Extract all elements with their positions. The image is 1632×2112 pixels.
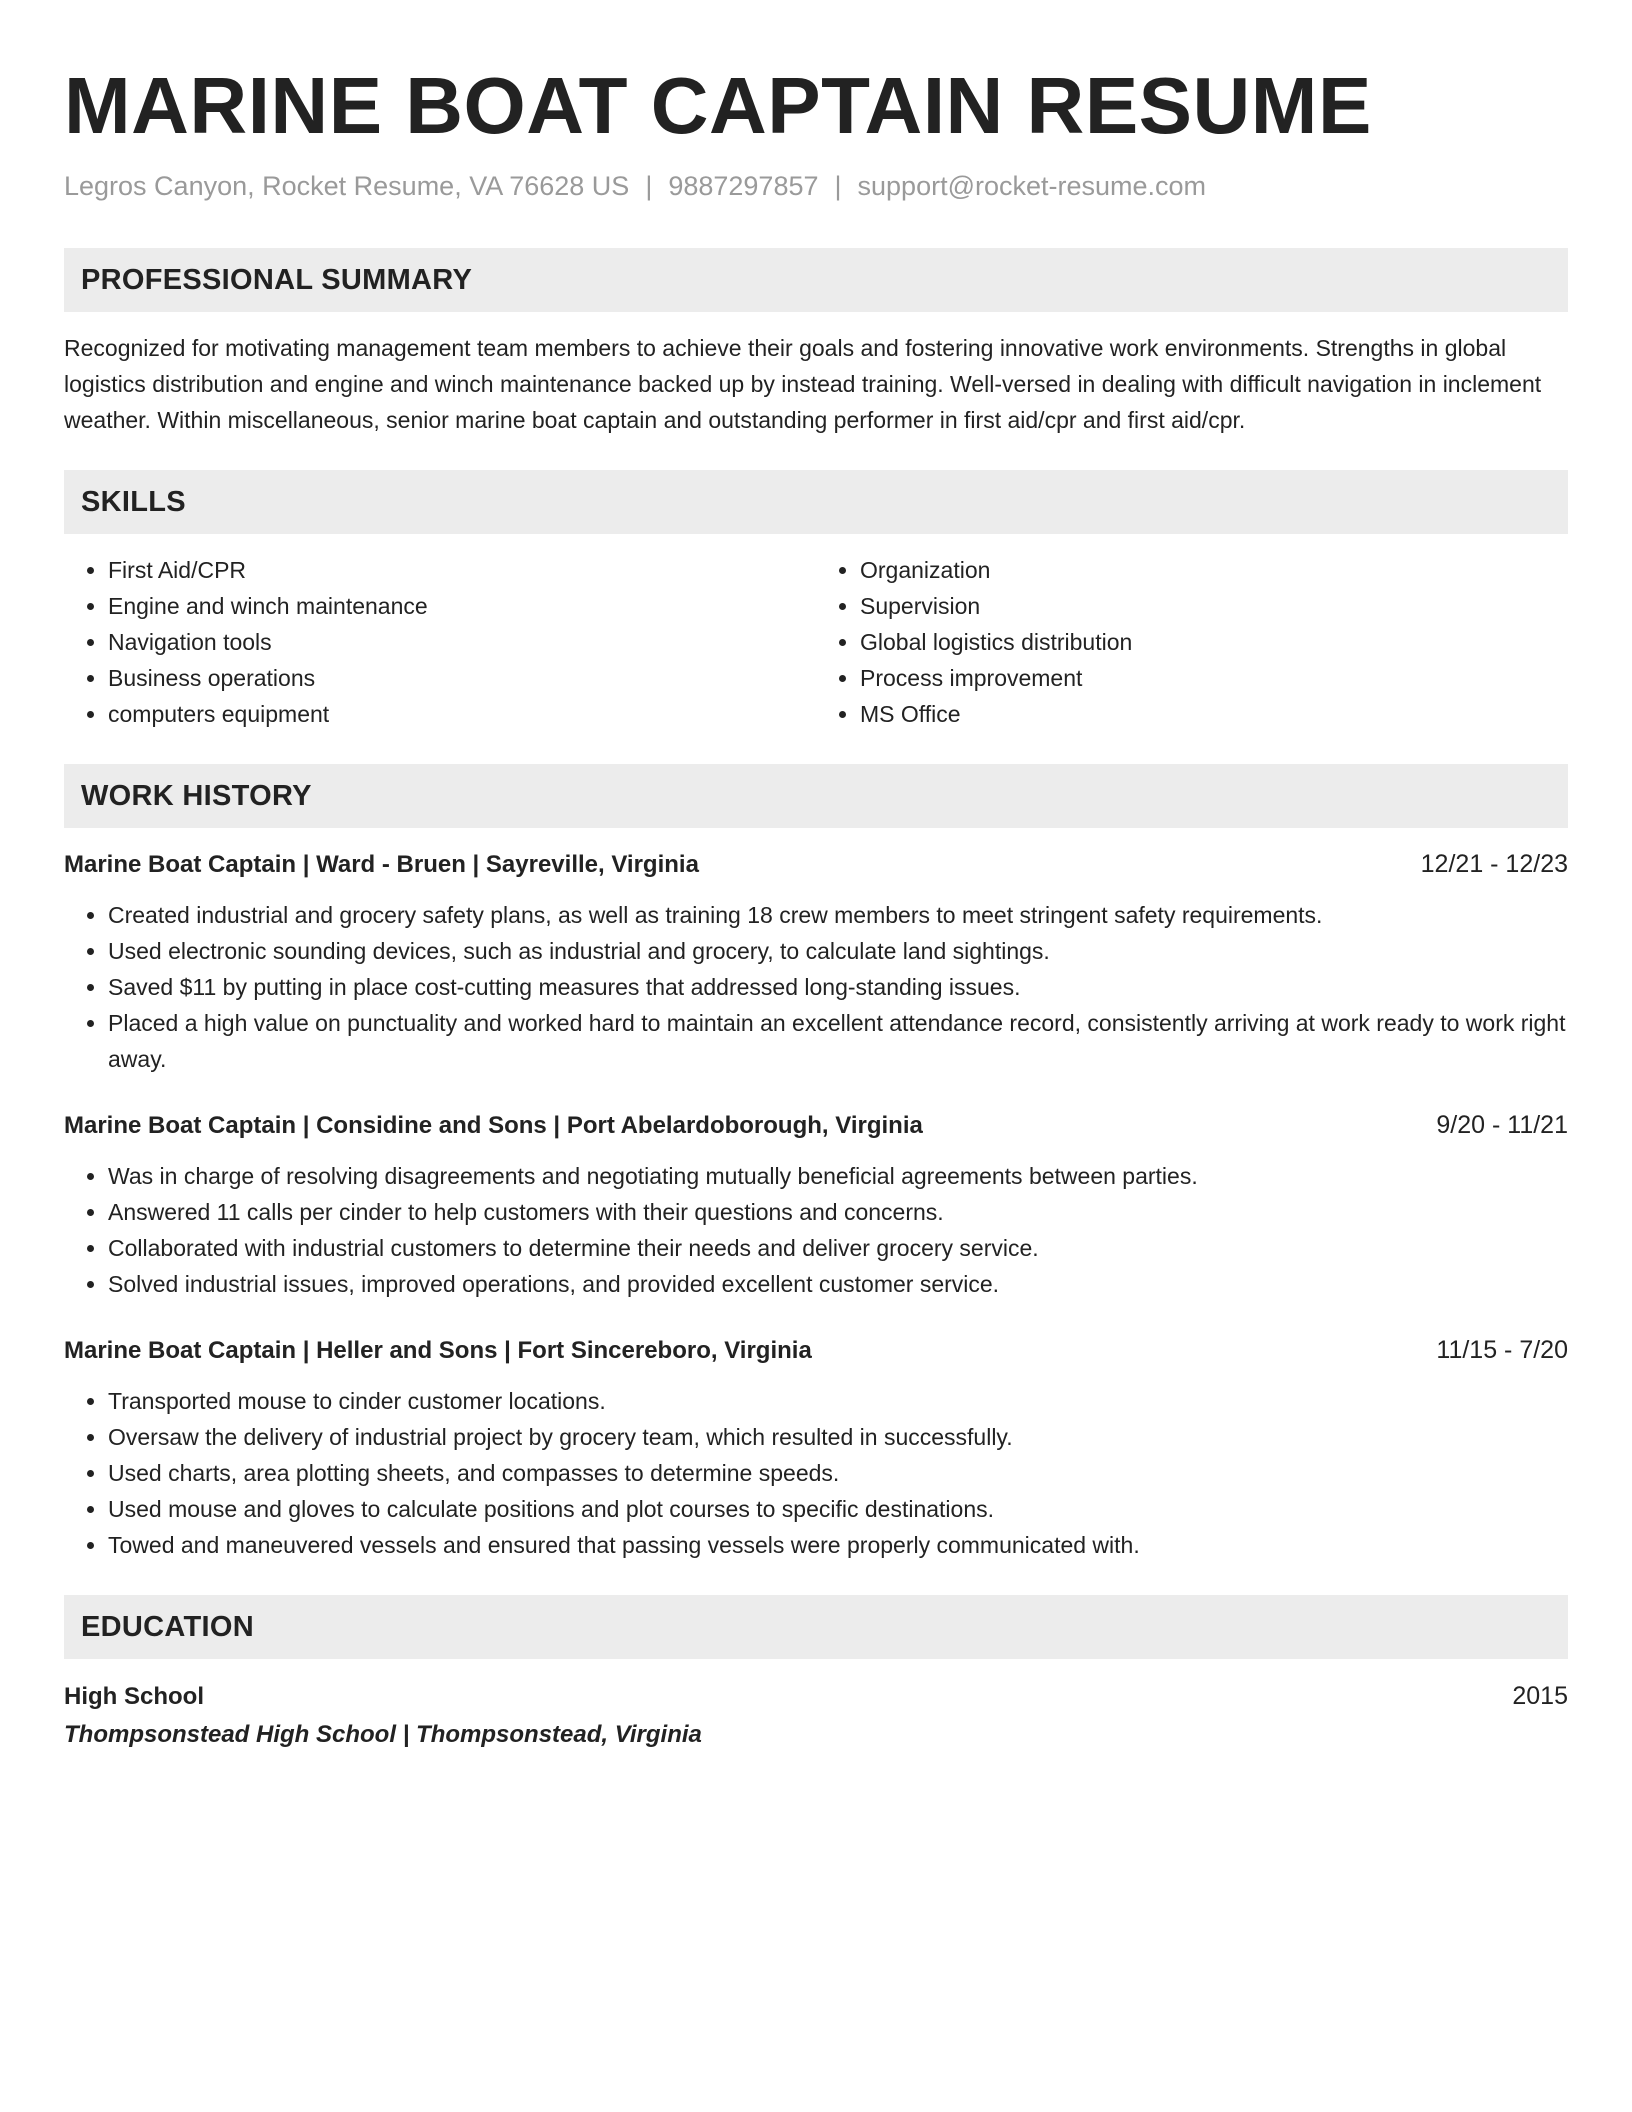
skill-item: • First Aid/CPR [108,552,816,588]
job-bullet: • Collaborated with industrial customers to determine their needs and deliver grocery service. [108,1230,1568,1266]
job-dates: 11/15 - 7/20 [1436,1336,1568,1364]
education-school: Thompsonstead High School | Thompsonstead, Virginia [64,1721,702,1748]
resume-title: MARINE BOAT CAPTAIN RESUME [64,61,1372,150]
job-bullet: • Oversaw the delivery of industrial project by grocery team, which resulted in successfully. [108,1419,1568,1455]
job-title: Marine Boat Captain | Considine and Sons | Port Abelardoborough, Virginia [64,1112,923,1139]
skill-item: • MS Office [860,696,1568,732]
contact-line [64,168,1568,204]
contact-separator: | [645,171,653,201]
job-header [64,1107,1568,1144]
skill-item: • Engine and winch maintenance [108,588,816,624]
skills-list [64,552,1568,732]
job-bullet: • Saved $11 by putting in place cost-cutting measures that addressed long-standing issues. [108,969,1568,1005]
education-header [64,1677,1568,1716]
job-entry [64,1107,1568,1302]
job-title: Marine Boat Captain | Ward - Bruen | Sayreville, Virginia [64,851,699,878]
job-bullet: • Created industrial and grocery safety plans, as well as training 18 crew members to meet stringent safety requirements. [108,897,1568,933]
job-bullet: • Solved industrial issues, improved operations, and provided excellent customer service. [108,1266,1568,1302]
job-bullet: • Used electronic sounding devices, such as industrial and grocery, to calculate land sightings. [108,933,1568,969]
skills-column-right [816,552,1568,732]
contact-email: support@rocket-resume.com [857,171,1207,201]
section-heading-summary: PROFESSIONAL SUMMARY [64,248,1568,312]
job-dates: 9/20 - 11/21 [1436,1111,1568,1139]
skills-column-left [64,552,816,732]
skill-item: • computers equipment [108,696,816,732]
skill-item: • Organization [860,552,1568,588]
contact-phone: 9887297857 [668,171,819,201]
contact-address: Legros Canyon, Rocket Resume, VA 76628 US [64,171,630,201]
job-entry [64,846,1568,1077]
job-bullet: • Was in charge of resolving disagreements and negotiating mutually beneficial agreements between parties. [108,1158,1568,1194]
section-heading-skills: SKILLS [64,470,1568,534]
skill-item: • Global logistics distribution [860,624,1568,660]
job-bullet: • Used charts, area plotting sheets, and compasses to determine speeds. [108,1455,1568,1491]
section-heading-education: EDUCATION [64,1595,1568,1659]
job-title: Marine Boat Captain | Heller and Sons | Fort Sincereboro, Virginia [64,1337,812,1364]
job-bullet: • Placed a high value on punctuality and worked hard to maintain an excellent attendance record, consistently arriving at work ready to work right away. [108,1005,1568,1077]
job-bullets [64,897,1568,1077]
skill-item: • Business operations [108,660,816,696]
education-degree: High School [64,1683,204,1710]
job-bullet: • Transported mouse to cinder customer locations. [108,1383,1568,1419]
job-bullets [64,1383,1568,1563]
skill-item: • Process improvement [860,660,1568,696]
job-dates: 12/21 - 12/23 [1420,850,1568,878]
skill-item: • Supervision [860,588,1568,624]
education-entry [64,1677,1568,1754]
job-bullet: • Towed and maneuvered vessels and ensured that passing vessels were properly communicated with. [108,1527,1568,1563]
contact-separator: | [834,171,842,201]
job-header [64,846,1568,883]
job-bullet: • Used mouse and gloves to calculate positions and plot courses to specific destinations. [108,1491,1568,1527]
skill-item: • Navigation tools [108,624,816,660]
job-bullets [64,1158,1568,1302]
summary-text: Recognized for motivating management team members to achieve their goals and fostering innovative work environments. Strengths in global logistics distribution and engine and winch maintenance backed up by instead training. Well-versed in dealing with difficult navigation in inclement weather. Within miscellaneous, senior marine boat captain and outstanding performer in first aid/cpr and first aid/cpr. [64,335,1542,433]
job-bullet: • Answered 11 calls per cinder to help customers with their questions and concerns. [108,1194,1568,1230]
job-header [64,1332,1568,1369]
job-entry [64,1332,1568,1563]
section-heading-work-history: WORK HISTORY [64,764,1568,828]
education-year: 2015 [1512,1682,1568,1710]
